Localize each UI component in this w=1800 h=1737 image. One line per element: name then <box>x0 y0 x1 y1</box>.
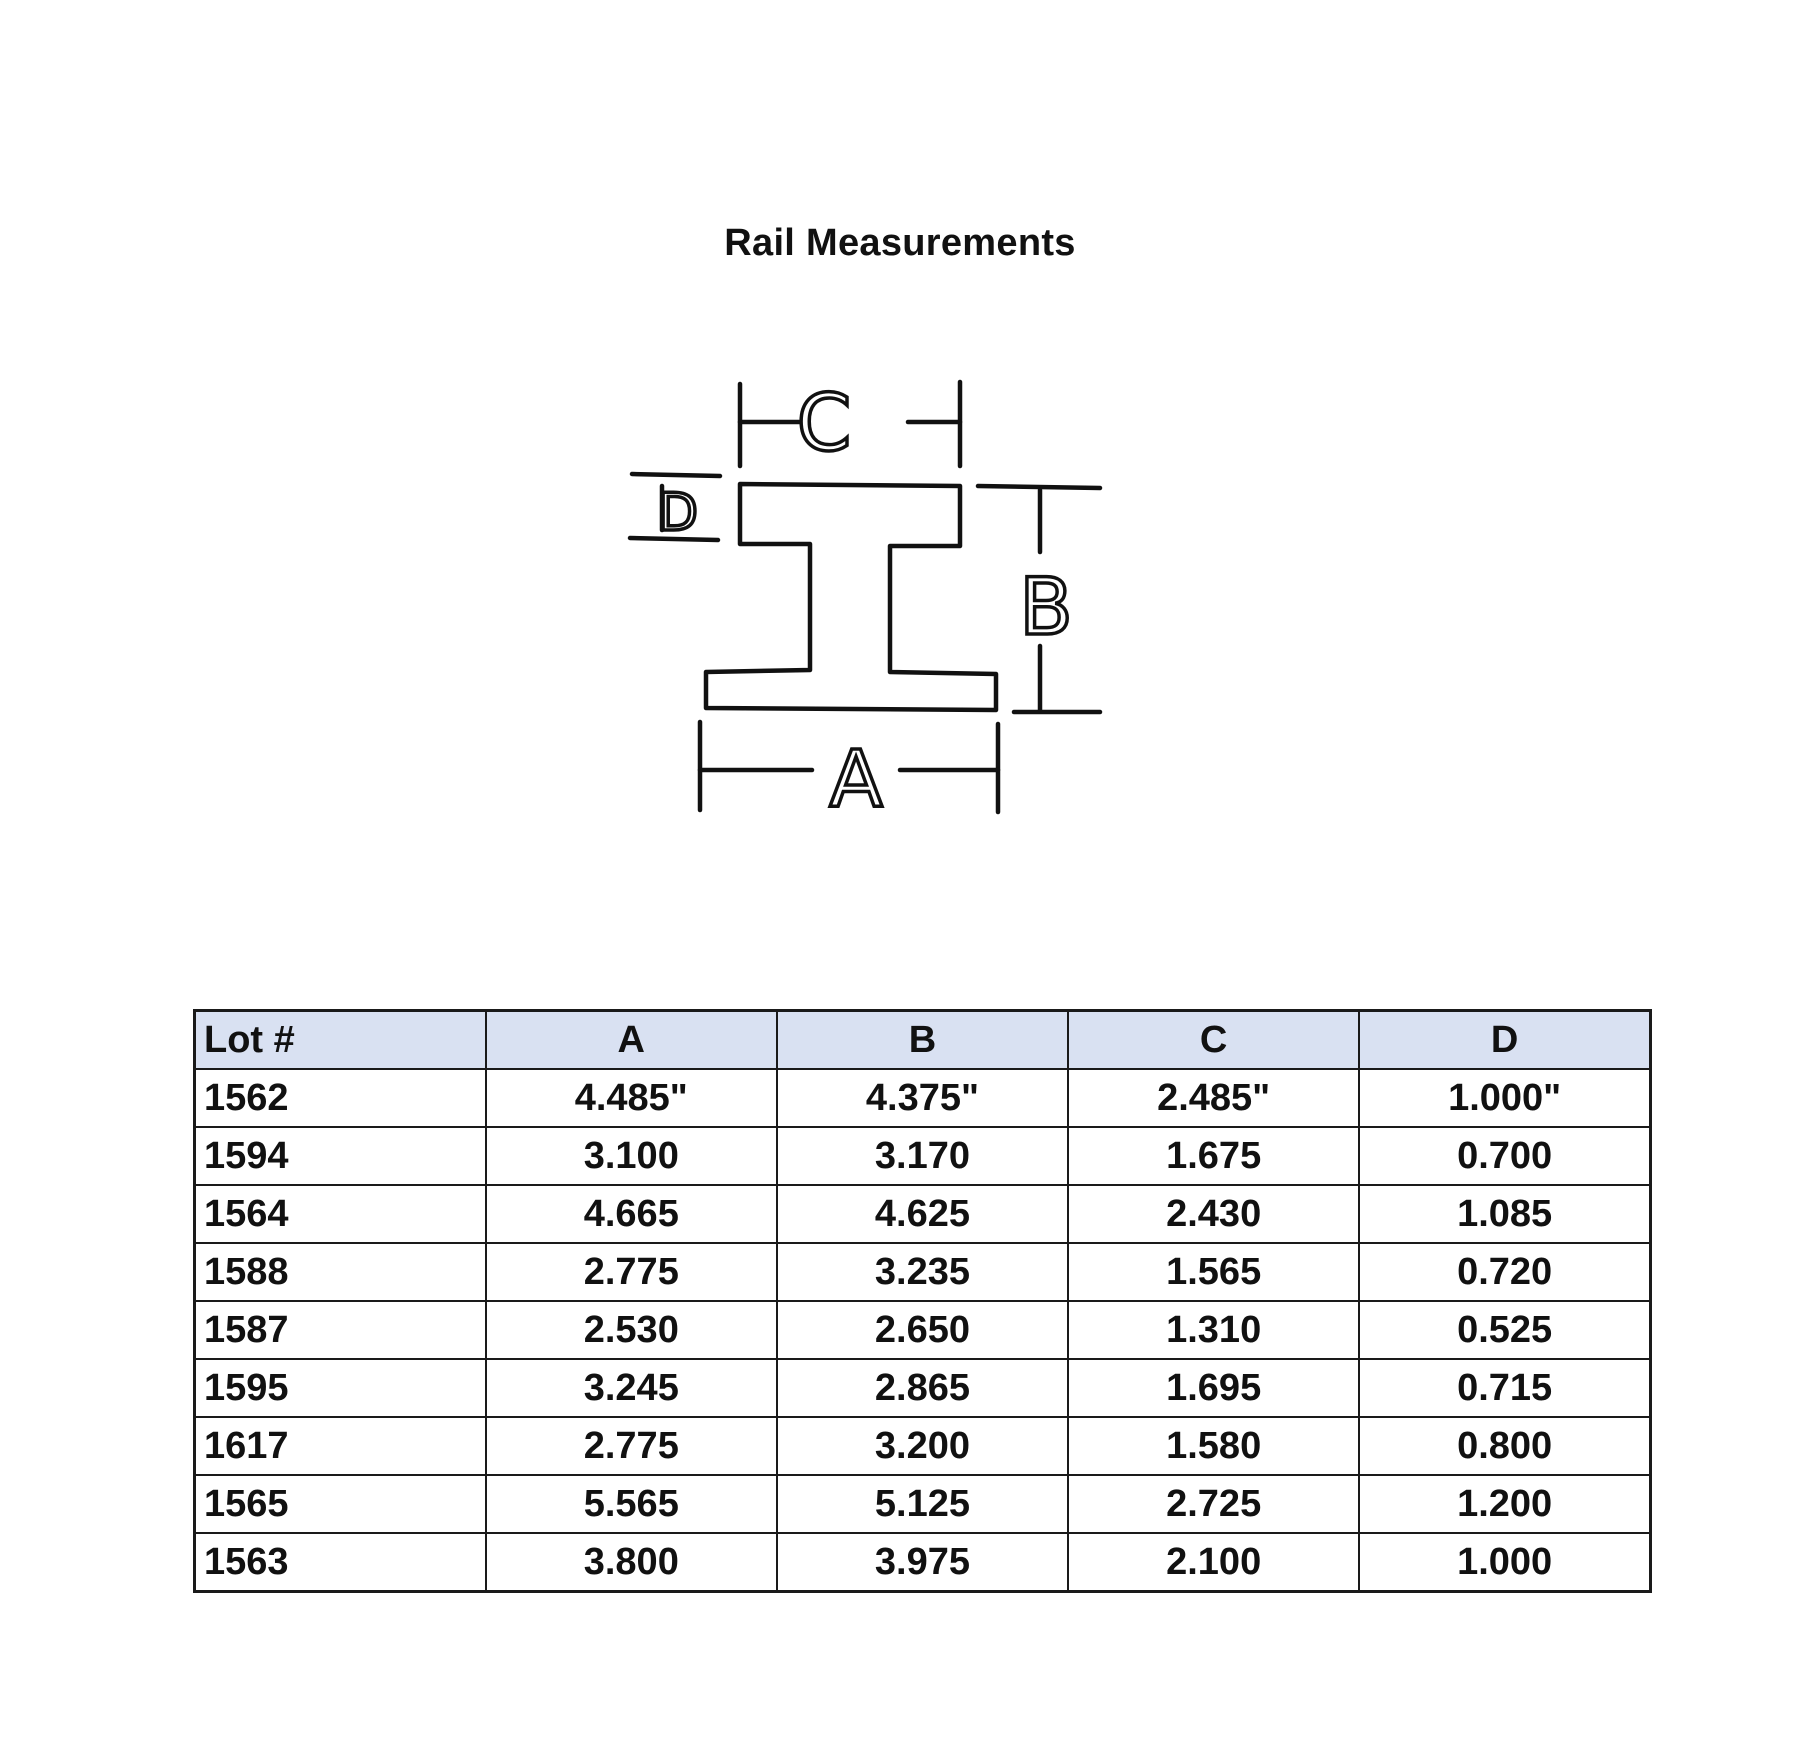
cell-d: 0.715 <box>1359 1359 1650 1417</box>
cell-b: 3.235 <box>777 1243 1068 1301</box>
cell-a: 3.245 <box>486 1359 777 1417</box>
table-header-row <box>195 1011 1651 1070</box>
table-row <box>195 1533 1651 1592</box>
cell-c: 2.430 <box>1068 1185 1359 1243</box>
table-row <box>195 1359 1651 1417</box>
table-row <box>195 1301 1651 1359</box>
page-title: Rail Measurements <box>724 222 1076 264</box>
dimension-label-c: C <box>796 379 852 469</box>
cell-lot: 1563 <box>195 1533 486 1592</box>
cell-c: 1.580 <box>1068 1417 1359 1475</box>
header-d: D <box>1359 1011 1650 1070</box>
header-a: A <box>486 1011 777 1070</box>
cell-a: 3.800 <box>486 1533 777 1592</box>
cell-b: 5.125 <box>777 1475 1068 1533</box>
cell-a: 4.665 <box>486 1185 777 1243</box>
cell-d: 1.200 <box>1359 1475 1650 1533</box>
cell-b: 3.975 <box>777 1533 1068 1592</box>
header-lot: Lot # <box>195 1011 486 1070</box>
dimension-c <box>740 379 960 469</box>
cell-lot: 1564 <box>195 1185 486 1243</box>
dimension-label-a: A <box>829 735 883 825</box>
cell-d: 1.085 <box>1359 1185 1650 1243</box>
cell-lot: 1617 <box>195 1417 486 1475</box>
table-row <box>195 1475 1651 1533</box>
rail-cross-section-diagram <box>620 370 1120 830</box>
cell-d: 0.800 <box>1359 1417 1650 1475</box>
cell-d: 0.700 <box>1359 1127 1650 1185</box>
cell-b: 3.200 <box>777 1417 1068 1475</box>
cell-b: 3.170 <box>777 1127 1068 1185</box>
dimension-label-d: D <box>657 483 699 543</box>
dimension-a <box>700 722 998 825</box>
cell-a: 2.775 <box>486 1243 777 1301</box>
cell-lot: 1595 <box>195 1359 486 1417</box>
header-c: C <box>1068 1011 1359 1070</box>
cell-c: 2.725 <box>1068 1475 1359 1533</box>
cell-a: 2.775 <box>486 1417 777 1475</box>
cell-d: 1.000" <box>1359 1069 1650 1127</box>
rail-outline <box>706 484 996 710</box>
cell-d: 0.525 <box>1359 1301 1650 1359</box>
cell-lot: 1562 <box>195 1069 486 1127</box>
cell-a: 5.565 <box>486 1475 777 1533</box>
table-row <box>195 1185 1651 1243</box>
cell-d: 0.720 <box>1359 1243 1650 1301</box>
cell-b: 4.375" <box>777 1069 1068 1127</box>
cell-d: 1.000 <box>1359 1533 1650 1592</box>
cell-c: 2.100 <box>1068 1533 1359 1592</box>
cell-c: 1.695 <box>1068 1359 1359 1417</box>
table-row <box>195 1069 1651 1127</box>
cell-lot: 1587 <box>195 1301 486 1359</box>
cell-b: 2.650 <box>777 1301 1068 1359</box>
dimension-d <box>630 474 720 543</box>
table-row <box>195 1417 1651 1475</box>
cell-b: 2.865 <box>777 1359 1068 1417</box>
cell-lot: 1594 <box>195 1127 486 1185</box>
dimension-label-b: B <box>1019 563 1073 653</box>
cell-c: 1.675 <box>1068 1127 1359 1185</box>
cell-lot: 1588 <box>195 1243 486 1301</box>
rail-diagram-svg <box>620 370 1120 830</box>
cell-c: 1.310 <box>1068 1301 1359 1359</box>
cell-a: 3.100 <box>486 1127 777 1185</box>
cell-b: 4.625 <box>777 1185 1068 1243</box>
cell-c: 2.485" <box>1068 1069 1359 1127</box>
cell-a: 2.530 <box>486 1301 777 1359</box>
measurements-table <box>193 1009 1652 1593</box>
cell-a: 4.485" <box>486 1069 777 1127</box>
table-row <box>195 1127 1651 1185</box>
cell-c: 1.565 <box>1068 1243 1359 1301</box>
header-b: B <box>777 1011 1068 1070</box>
cell-lot: 1565 <box>195 1475 486 1533</box>
table-row <box>195 1243 1651 1301</box>
